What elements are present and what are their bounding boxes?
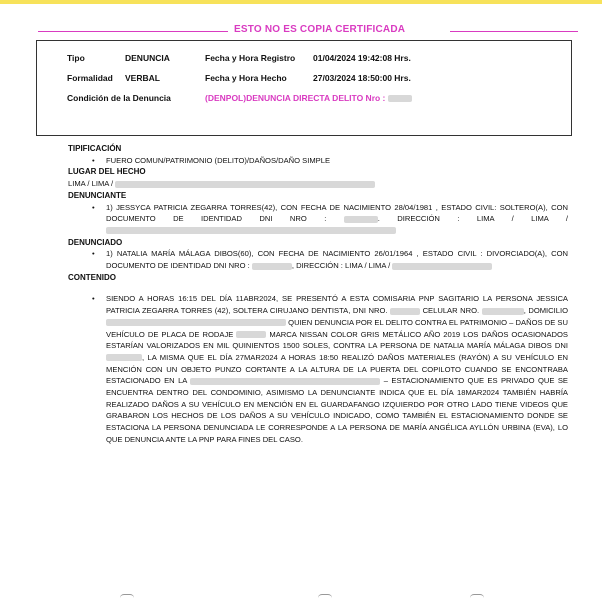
redacted-dni — [106, 354, 142, 361]
top-color-strip — [0, 0, 602, 4]
contenido-p4: QUIEN DENUNCIA POR EL DELITO CONTRA EL PATRIMONIO – DAÑOS DE SU VEHÍCULO DE PLACA DE RODAJE — [106, 317, 568, 339]
tipificacion-heading: TIPIFICACIÓN — [68, 144, 122, 153]
header-box — [36, 40, 572, 136]
hecho-label: Fecha y Hora Hecho — [205, 73, 287, 83]
certification-text: ESTO NO ES COPIA CERTIFICADA — [234, 24, 406, 35]
edge-mark — [318, 594, 332, 598]
contenido-p3: , DOMICILIO — [523, 306, 568, 316]
bullet-icon: • — [92, 202, 95, 212]
denunciante-item — [68, 202, 568, 237]
denunciante-text-c: LIMA / — [531, 214, 568, 224]
hecho-value: 27/03/2024 18:50:00 Hrs. — [313, 73, 411, 83]
lugar-value — [68, 178, 568, 190]
tipificacion-text: FUERO COMUN/PATRIMONIO (DELITO)/DAÑOS/DAÑO SIMPLE — [106, 155, 331, 165]
edge-mark — [470, 594, 484, 598]
denunciante-heading: DENUNCIANTE — [68, 190, 127, 200]
bullet-icon: • — [92, 249, 95, 259]
contenido-paragraph — [68, 293, 568, 445]
formalidad-label: Formalidad — [67, 73, 113, 83]
bullet-icon: • — [92, 155, 95, 165]
redacted-address — [106, 319, 286, 326]
contenido-heading: CONTENIDO — [68, 272, 116, 282]
tipificacion-item — [68, 155, 568, 167]
condicion-value — [205, 93, 412, 103]
lugar-text: LIMA / LIMA / — [68, 179, 114, 189]
certification-banner — [38, 24, 578, 38]
redacted-address — [115, 181, 375, 188]
redacted-address — [392, 263, 492, 270]
redacted-plate — [236, 331, 266, 338]
denunciado-heading: DENUNCIADO — [68, 237, 123, 247]
registro-value: 01/04/2024 19:42:08 Hrs. — [313, 53, 411, 63]
condicion-label: Condición de la Denuncia — [67, 93, 171, 103]
bottom-page-edge — [0, 594, 602, 600]
report-body — [68, 143, 568, 453]
condicion-text: (DENPOL)DENUNCIA DIRECTA DELITO Nro : — [205, 93, 386, 103]
denunciado-item — [68, 248, 568, 271]
denunciado-text-a: 1) NATALIA MARÍA MÁLAGA DIBOS(60), CON FECHA DE NACIMIENTO 26/01/1964 , ESTADO CIVIL : DIVORCIADO(A), CON DOCUMENTO DE IDENTIDAD DNI NRO : — [106, 249, 568, 271]
denunciado-text-c: LIMA / LIMA / — [345, 261, 391, 271]
redacted-dni — [390, 308, 420, 315]
contenido-p2: CELULAR NRO. — [422, 306, 480, 316]
edge-mark — [120, 594, 134, 598]
redacted-address — [106, 227, 396, 234]
redacted-number — [388, 95, 412, 102]
banner-rule-right — [450, 31, 578, 32]
lugar-heading: LUGAR DEL HECHO — [68, 167, 146, 177]
contenido-p1: SIENDO A HORAS 16:15 DEL DÍA 11ABR2024, SE PRESENTÓ A ESTA COMISARIA PNP SAGITARIO LA PERSONA JESSICA PATRICIA ZEGARRA TORRES (42), SOLTERA CIRUJANO DENTISTA, DNI NRO. — [106, 294, 568, 316]
contenido-p7: – ESTACIONAMIENTO QUE ES PRIVADO QUE SE ENCUENTRA DENTRO DEL CONDOMINIO, ASIMISMO LA DENUNCIANTE INDICA QUE EL DÍA 18MAR2024 TAMBIÉN HABRÍA REALIZADO DAÑOS A SU VEHÍCULO EN MENCIÓN EN EL GUARDAFANGO IZQUIERDO POR OTRO LADO TIENE VIDEOS QUE GRABARON LOS HECHOS DE LOS DAÑOS A SU VEHÍCULO INDICADO, COMO TAMBIÉN EL ESTACIONAMIENTO DONDE SE ESTACIONA LA PERSONA DENUNCIADA LE CORRESPONDE A LA PERSONA DE MARÍA ANGÉLICA AYLLÓN URBINA (EVA), LO QUE DENUNCIA ANTE LA PNP PARA FINES DEL CASO. — [106, 376, 568, 444]
redacted-dni — [344, 216, 378, 223]
registro-label: Fecha y Hora Registro — [205, 53, 296, 63]
banner-rule-left — [38, 31, 228, 32]
formalidad-value: VERBAL — [125, 73, 160, 83]
contenido-p5: MARCA NISSAN COLOR GRIS METÁLICO AÑO 2019 LOS DAÑOS OCASIONADOS ESTARÍAN VALORIZADOS EN MIL QUINIENTOS 1500 SOLES, CONTRA LA PERSONA DE NATALIA MARÍA MÁLAGA DIBOS DNI — [106, 329, 568, 351]
denunciante-text-a: 1) JESSYCA PATRICIA ZEGARRA TORRES(42), CON FECHA DE NACIMIENTO 28/04/1981 , ESTADO CIVIL: SOLTERO(A), CON DOCUMENTO DE IDENTIDAD DNI NRO : — [106, 202, 568, 224]
redacted-dni — [252, 263, 292, 270]
denunciante-text-b: . DIRECCIÓN : LIMA / — [377, 214, 514, 224]
tipo-value: DENUNCIA — [125, 53, 170, 63]
tipo-label: Tipo — [67, 53, 85, 63]
redacted-phone — [482, 308, 524, 315]
bullet-icon: • — [92, 294, 95, 304]
denunciado-text-b: , DIRECCIÓN : — [291, 261, 343, 271]
contenido-p6: , LA MISMA QUE EL DÍA 27MAR2024 A HORAS 18:50 REALIZÓ DAÑOS MATERIALES (RAYÓN) A SU VEHÍCULO EN MENCIÓN CON UN OBJETO PUNZO CORTANTE A LA ALTURA DE LA PUERTA DEL COPILOTO CUANDO SE ENCONTRABA ESTACIONADO EN LA — [106, 352, 568, 386]
redacted-location — [190, 378, 380, 385]
